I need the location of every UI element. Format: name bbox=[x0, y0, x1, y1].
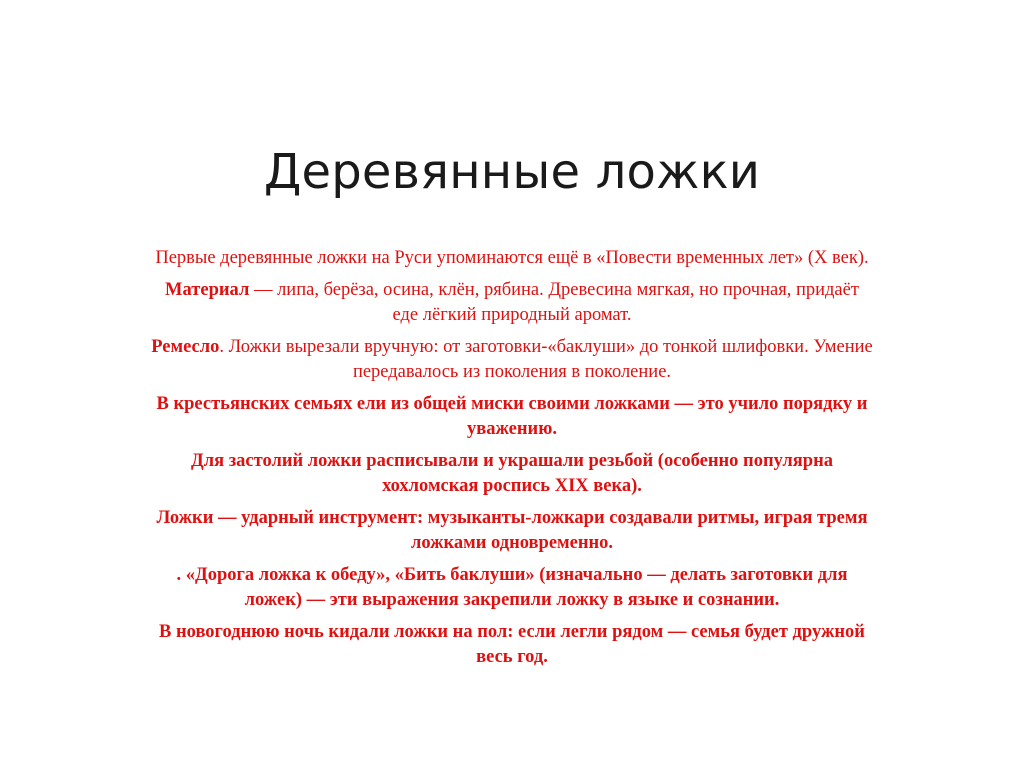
paragraph-instrument bbox=[150, 506, 874, 556]
slide-title: Деревянные ложки bbox=[263, 144, 761, 200]
paragraph-text: Первые деревянные ложки на Руси упоминаются ещё в «Повести временных лет» (X век). bbox=[155, 248, 869, 268]
paragraph-sayings bbox=[150, 563, 874, 613]
paragraph-feasts bbox=[150, 449, 874, 499]
paragraph-chronicle bbox=[150, 246, 874, 271]
paragraph-text: . Ложки вырезали вручную: от заготовки-«баклуши» до тонкой шлифовки. Умение передавалось из поколения в поколение. bbox=[219, 337, 873, 382]
paragraph-heading: Ремесло bbox=[151, 337, 220, 357]
paragraph-text: В новогоднюю ночь кидали ложки на пол: если легли рядом — семья будет дружной весь год. bbox=[159, 622, 865, 667]
paragraph-text: В крестьянских семьях ели из общей миски своими ложками — это учило порядку и уважению. bbox=[156, 394, 868, 439]
paragraph-peasant-families bbox=[150, 392, 874, 442]
paragraph-text: Для застолий ложки расписывали и украшали резьбой (особенно популярна хохломская роспись XIX века). bbox=[190, 451, 834, 496]
paragraph-heading: Материал bbox=[165, 280, 250, 300]
paragraph-text: . «Дорога ложка к обеду», «Бить баклуши» (изначально — делать заготовки для ложек) — эти выражения закрепили ложку в языке и сознании. bbox=[176, 565, 848, 610]
paragraph-craft bbox=[150, 335, 874, 385]
paragraph-new-year bbox=[150, 620, 874, 670]
paragraph-text: — липа, берёза, осина, клён, рябина. Древесина мягкая, но прочная, придаёт еде лёгкий природный аромат. bbox=[249, 280, 859, 325]
paragraph-text: Ложки — ударный инструмент: музыканты-ложкари создавали ритмы, играя тремя ложками одновременно. bbox=[156, 508, 868, 553]
slide-body bbox=[150, 246, 874, 677]
paragraph-material bbox=[150, 278, 874, 328]
